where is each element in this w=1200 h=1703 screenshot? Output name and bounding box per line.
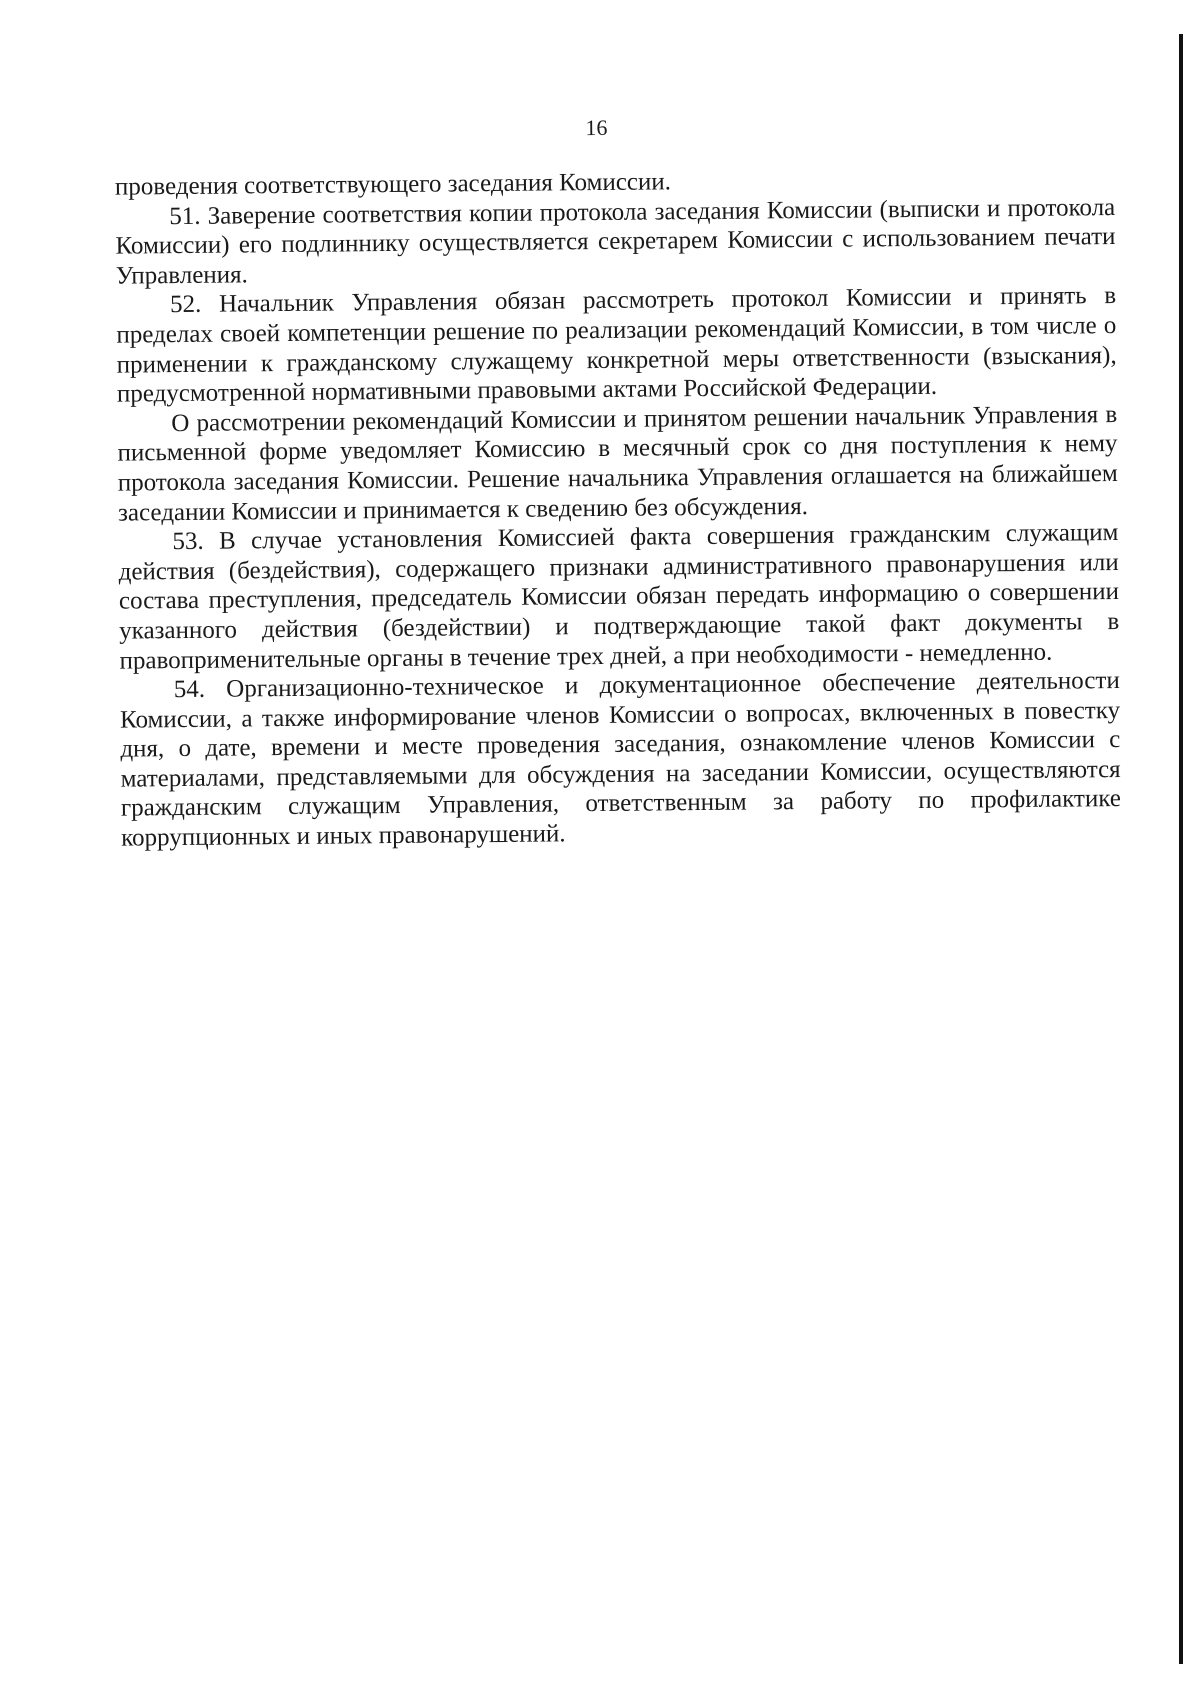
paragraph-clause-52-notice: О рассмотрении рекомендаций Комиссии и принятом решении начальник Управления в письменной форме уведомляет Комиссию в месячный срок со дня поступления к нему протокола заседания Комиссии. Решение начальника Управления оглашается на ближайшем заседании Комиссии и принимается к сведению без обсуждения.: [117, 400, 1118, 527]
scan-edge-line: [1179, 34, 1183, 1664]
page-number: 16: [585, 114, 608, 141]
paragraph-continuation: проведения соответствующего заседания Комиссии.: [114, 168, 672, 201]
document-body: [115, 163, 1121, 853]
paragraph-clause-54: 54. Организационно-техническое и документационное обеспечение деятельности Комиссии, а также информирование членов Комиссии о вопросах, включенных в повестку дня, о дате, времени и месте проведения заседания, ознакомление членов Комиссии с материалами, представляемыми для обсуждения на заседании Комиссии, осуществляются гражданским служащим Управления, ответственным за работу по профилактике коррупционных и иных правонарушений.: [119, 667, 1122, 852]
paragraph-clause-52: 52. Начальник Управления обязан рассмотреть протокол Комиссии и принять в пределах своей компетенции решение по реализации рекомендаций Комиссии, в том числе о применении к гражданскому служащему конкретной меры ответственности (взыскания), предусмотренной нормативными правовыми актами Российской Федерации.: [116, 282, 1117, 408]
paragraph-clause-51: 51. Заверение соответствия копии протокола заседания Комиссии (выписки и протокола Комиссии) его подлиннику осуществляется секретарем Комиссии с использованием печати Управления.: [115, 193, 1116, 290]
paragraph-clause-53: 53. В случае установления Комиссией факта совершения гражданским служащим действия (бездействия), содержащего признаки административного правонарушения или состава преступления, председатель Комиссии обязан передать информацию о совершении указанного действия (бездействии) и подтверждающие такой факт документы в правоприменительные органы в течение трех дней, а при необходимости - немедленно.: [118, 519, 1120, 675]
